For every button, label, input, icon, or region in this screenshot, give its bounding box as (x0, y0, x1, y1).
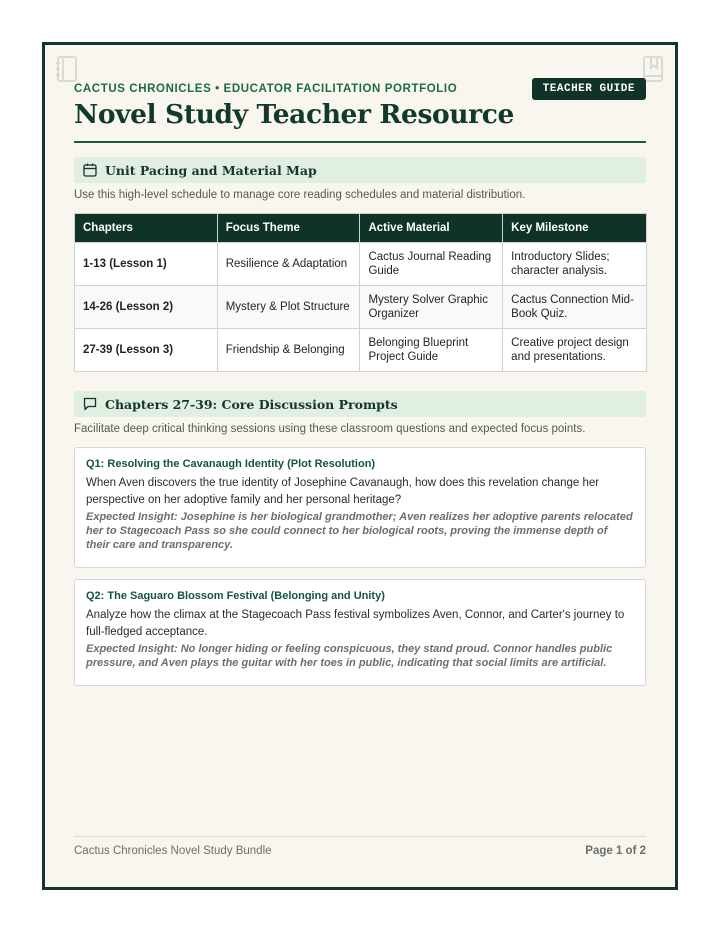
column-header-focus-theme: Focus Theme (217, 214, 360, 243)
table-row (75, 243, 647, 286)
prompt-card (74, 447, 646, 568)
table-row (75, 286, 647, 329)
chat-bubble-icon (83, 397, 97, 411)
pacing-section-header (74, 157, 646, 183)
table-cell: Mystery Solver Graphic Organizer (360, 286, 503, 329)
table-cell: 27-39 (Lesson 3) (75, 329, 218, 372)
table-cell: Belonging Blueprint Project Guide (360, 329, 503, 372)
table-cell: Creative project design and presentations. (503, 329, 647, 372)
prompt-title: Q1: Resolving the Cavanaugh Identity (Plot Resolution) (86, 458, 376, 470)
discussion-section-header (74, 391, 646, 417)
column-header-key-milestone: Key Milestone (503, 214, 647, 243)
title-divider (74, 141, 646, 143)
table-header-row (75, 214, 647, 243)
page-frame (42, 42, 678, 890)
prompt-card (74, 579, 646, 686)
teacher-guide-badge: TEACHER GUIDE (532, 78, 646, 100)
prompt-question: Analyze how the climax at the Stagecoach Pass festival symbolizes Aven, Connor, and Carter's journey to full-fledged acceptance. (86, 609, 625, 638)
column-header-chapters: Chapters (75, 214, 218, 243)
table-cell: 14-26 (Lesson 2) (75, 286, 218, 329)
prompt-insight: Expected Insight: Josephine is her biological grandmother; Aven realizes her adoptive parents relocated her to Stagecoach Pass so she could connect to her biological roots, proving the immense depth of their care and transparency. (86, 511, 633, 551)
table-cell: Resilience & Adaptation (217, 243, 360, 286)
prompt-insight: Expected Insight: No longer hiding or feeling conspicuous, they stand proud. Connor handles public pressure, and Aven plays the guitar with her toes in public, indicating that social limits are artificial. (86, 643, 613, 669)
pacing-table (74, 213, 647, 372)
column-header-active-material: Active Material (360, 214, 503, 243)
prompt-title: Q2: The Saguaro Blossom Festival (Belonging and Unity) (86, 590, 385, 602)
table-cell: Friendship & Belonging (217, 329, 360, 372)
footer-divider (74, 836, 646, 837)
page-number: Page 1 of 2 (585, 845, 646, 857)
table-cell: 1-13 (Lesson 1) (75, 243, 218, 286)
table-cell: Cactus Journal Reading Guide (360, 243, 503, 286)
portfolio-kicker: CACTUS CHRONICLES • EDUCATOR FACILITATION PORTFOLIO (74, 83, 458, 95)
table-row (75, 329, 647, 372)
pacing-intro: Use this high-level schedule to manage core reading schedules and material distribution. (74, 189, 526, 201)
footer-bundle-name: Cactus Chronicles Novel Study Bundle (74, 845, 272, 857)
discussion-section-title: Chapters 27-39: Core Discussion Prompts (105, 396, 398, 412)
table-cell: Introductory Slides; character analysis. (503, 243, 647, 286)
page-title: Novel Study Teacher Resource (74, 99, 514, 130)
discussion-intro: Facilitate deep critical thinking sessions using these classroom questions and expected focus points. (74, 423, 586, 435)
calendar-icon (83, 163, 97, 177)
table-cell: Cactus Connection Mid-Book Quiz. (503, 286, 647, 329)
pacing-section-title: Unit Pacing and Material Map (105, 162, 317, 178)
prompt-question: When Aven discovers the true identity of Josephine Cavanaugh, how does this revelation change her perspective on her adoptive family and her personal heritage? (86, 477, 600, 506)
table-cell: Mystery & Plot Structure (217, 286, 360, 329)
